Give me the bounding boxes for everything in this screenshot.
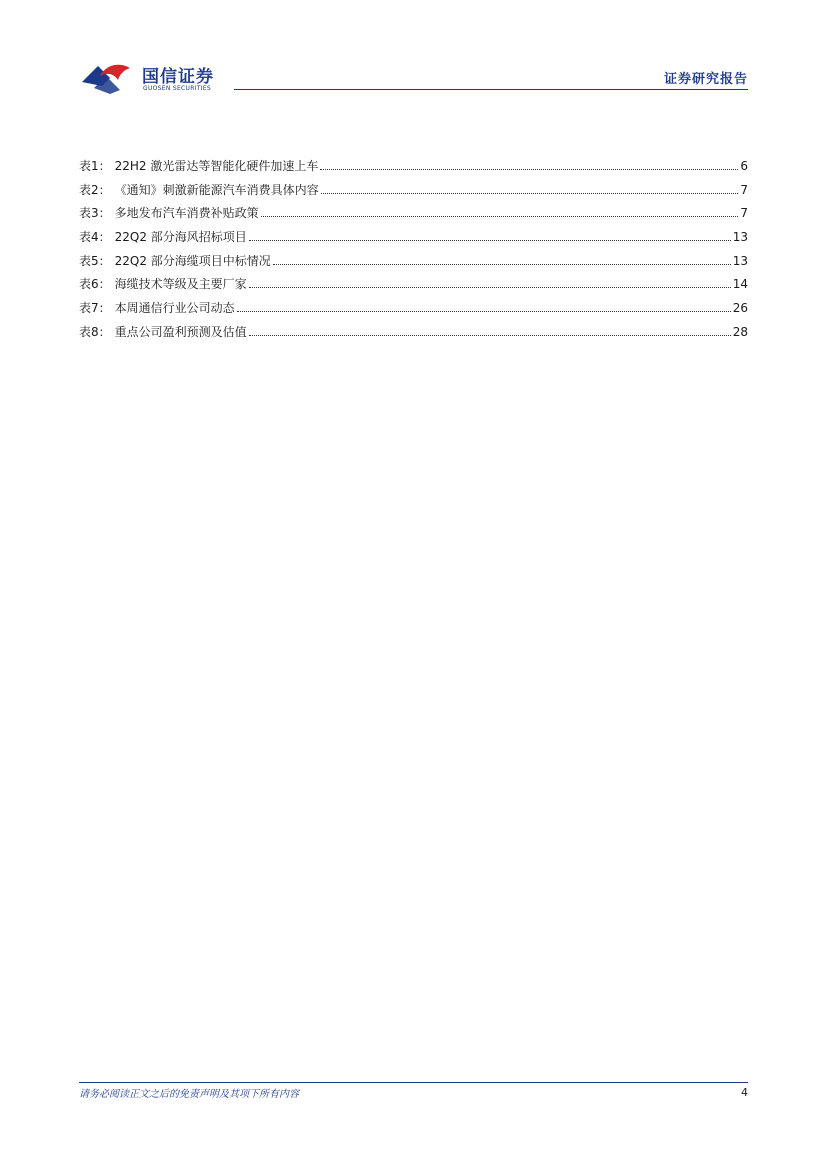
report-type-title: 证券研究报告 — [663, 72, 748, 87]
toc-leader-dots — [249, 334, 731, 336]
toc-entry-title: 海缆技术等级及主要厂家 — [114, 277, 247, 292]
guosen-logo-icon — [80, 60, 138, 96]
toc-entry-title: 22Q2 部分海风招标项目 — [114, 230, 247, 245]
guosen-logo — [80, 58, 230, 98]
toc-entry[interactable] — [79, 228, 748, 252]
toc-leader-dots — [237, 310, 731, 312]
footer-divider — [79, 1082, 748, 1083]
toc-entry-label: 表4： — [79, 230, 111, 245]
toc-entry-label: 表1： — [79, 159, 111, 173]
toc-entry-title: 22Q2 部分海缆项目中标情况 — [114, 253, 271, 268]
toc-leader-dots — [249, 286, 731, 288]
toc-entry-page: 26 — [732, 301, 748, 316]
toc-entry-page: 13 — [732, 230, 748, 245]
table-of-tables — [79, 157, 748, 347]
toc-entry-page: 7 — [740, 182, 748, 197]
toc-entry[interactable] — [79, 275, 748, 299]
header-divider — [234, 89, 748, 90]
toc-entry-page: 28 — [732, 324, 748, 339]
toc-entry-page: 6 — [740, 159, 748, 173]
toc-entry-label: 表8： — [79, 324, 111, 339]
toc-entry[interactable] — [79, 323, 748, 347]
toc-leader-dots — [261, 215, 739, 217]
page-number: 4 — [741, 1086, 748, 1099]
toc-entry[interactable] — [79, 252, 748, 276]
toc-entry-label: 表6： — [79, 277, 111, 292]
logo-text-en: GUOSEN SECURITIES — [143, 85, 212, 92]
toc-entry[interactable] — [79, 299, 748, 323]
page-header — [0, 0, 827, 100]
toc-entry-label: 表7： — [79, 301, 111, 316]
toc-entry-title: 多地发布汽车消费补贴政策 — [114, 206, 259, 221]
disclaimer-note: 请务必阅读正文之后的免责声明及其项下所有内容 — [79, 1089, 299, 1100]
toc-entry-page: 13 — [732, 253, 748, 268]
toc-entry-label: 表2： — [79, 182, 111, 197]
toc-entry[interactable] — [79, 157, 748, 181]
toc-entry-page: 7 — [740, 206, 748, 221]
toc-entry-title: 本周通信行业公司动态 — [114, 301, 235, 316]
toc-entry[interactable] — [79, 181, 748, 205]
logo-text-cn: 国信证券 — [142, 67, 214, 87]
toc-leader-dots — [249, 239, 731, 241]
toc-entry[interactable] — [79, 204, 748, 228]
toc-entry-title: 重点公司盈利预测及估值 — [114, 324, 247, 339]
toc-entry-title: 《通知》刺激新能源汽车消费具体内容 — [114, 182, 319, 197]
toc-entry-label: 表5： — [79, 253, 111, 268]
toc-entry-label: 表3： — [79, 206, 111, 221]
toc-entry-title: 22H2 激光雷达等智能化硬件加速上车 — [114, 159, 319, 173]
toc-leader-dots — [321, 192, 739, 194]
toc-leader-dots — [320, 168, 738, 170]
toc-leader-dots — [273, 263, 731, 265]
toc-entry-page: 14 — [732, 277, 748, 292]
